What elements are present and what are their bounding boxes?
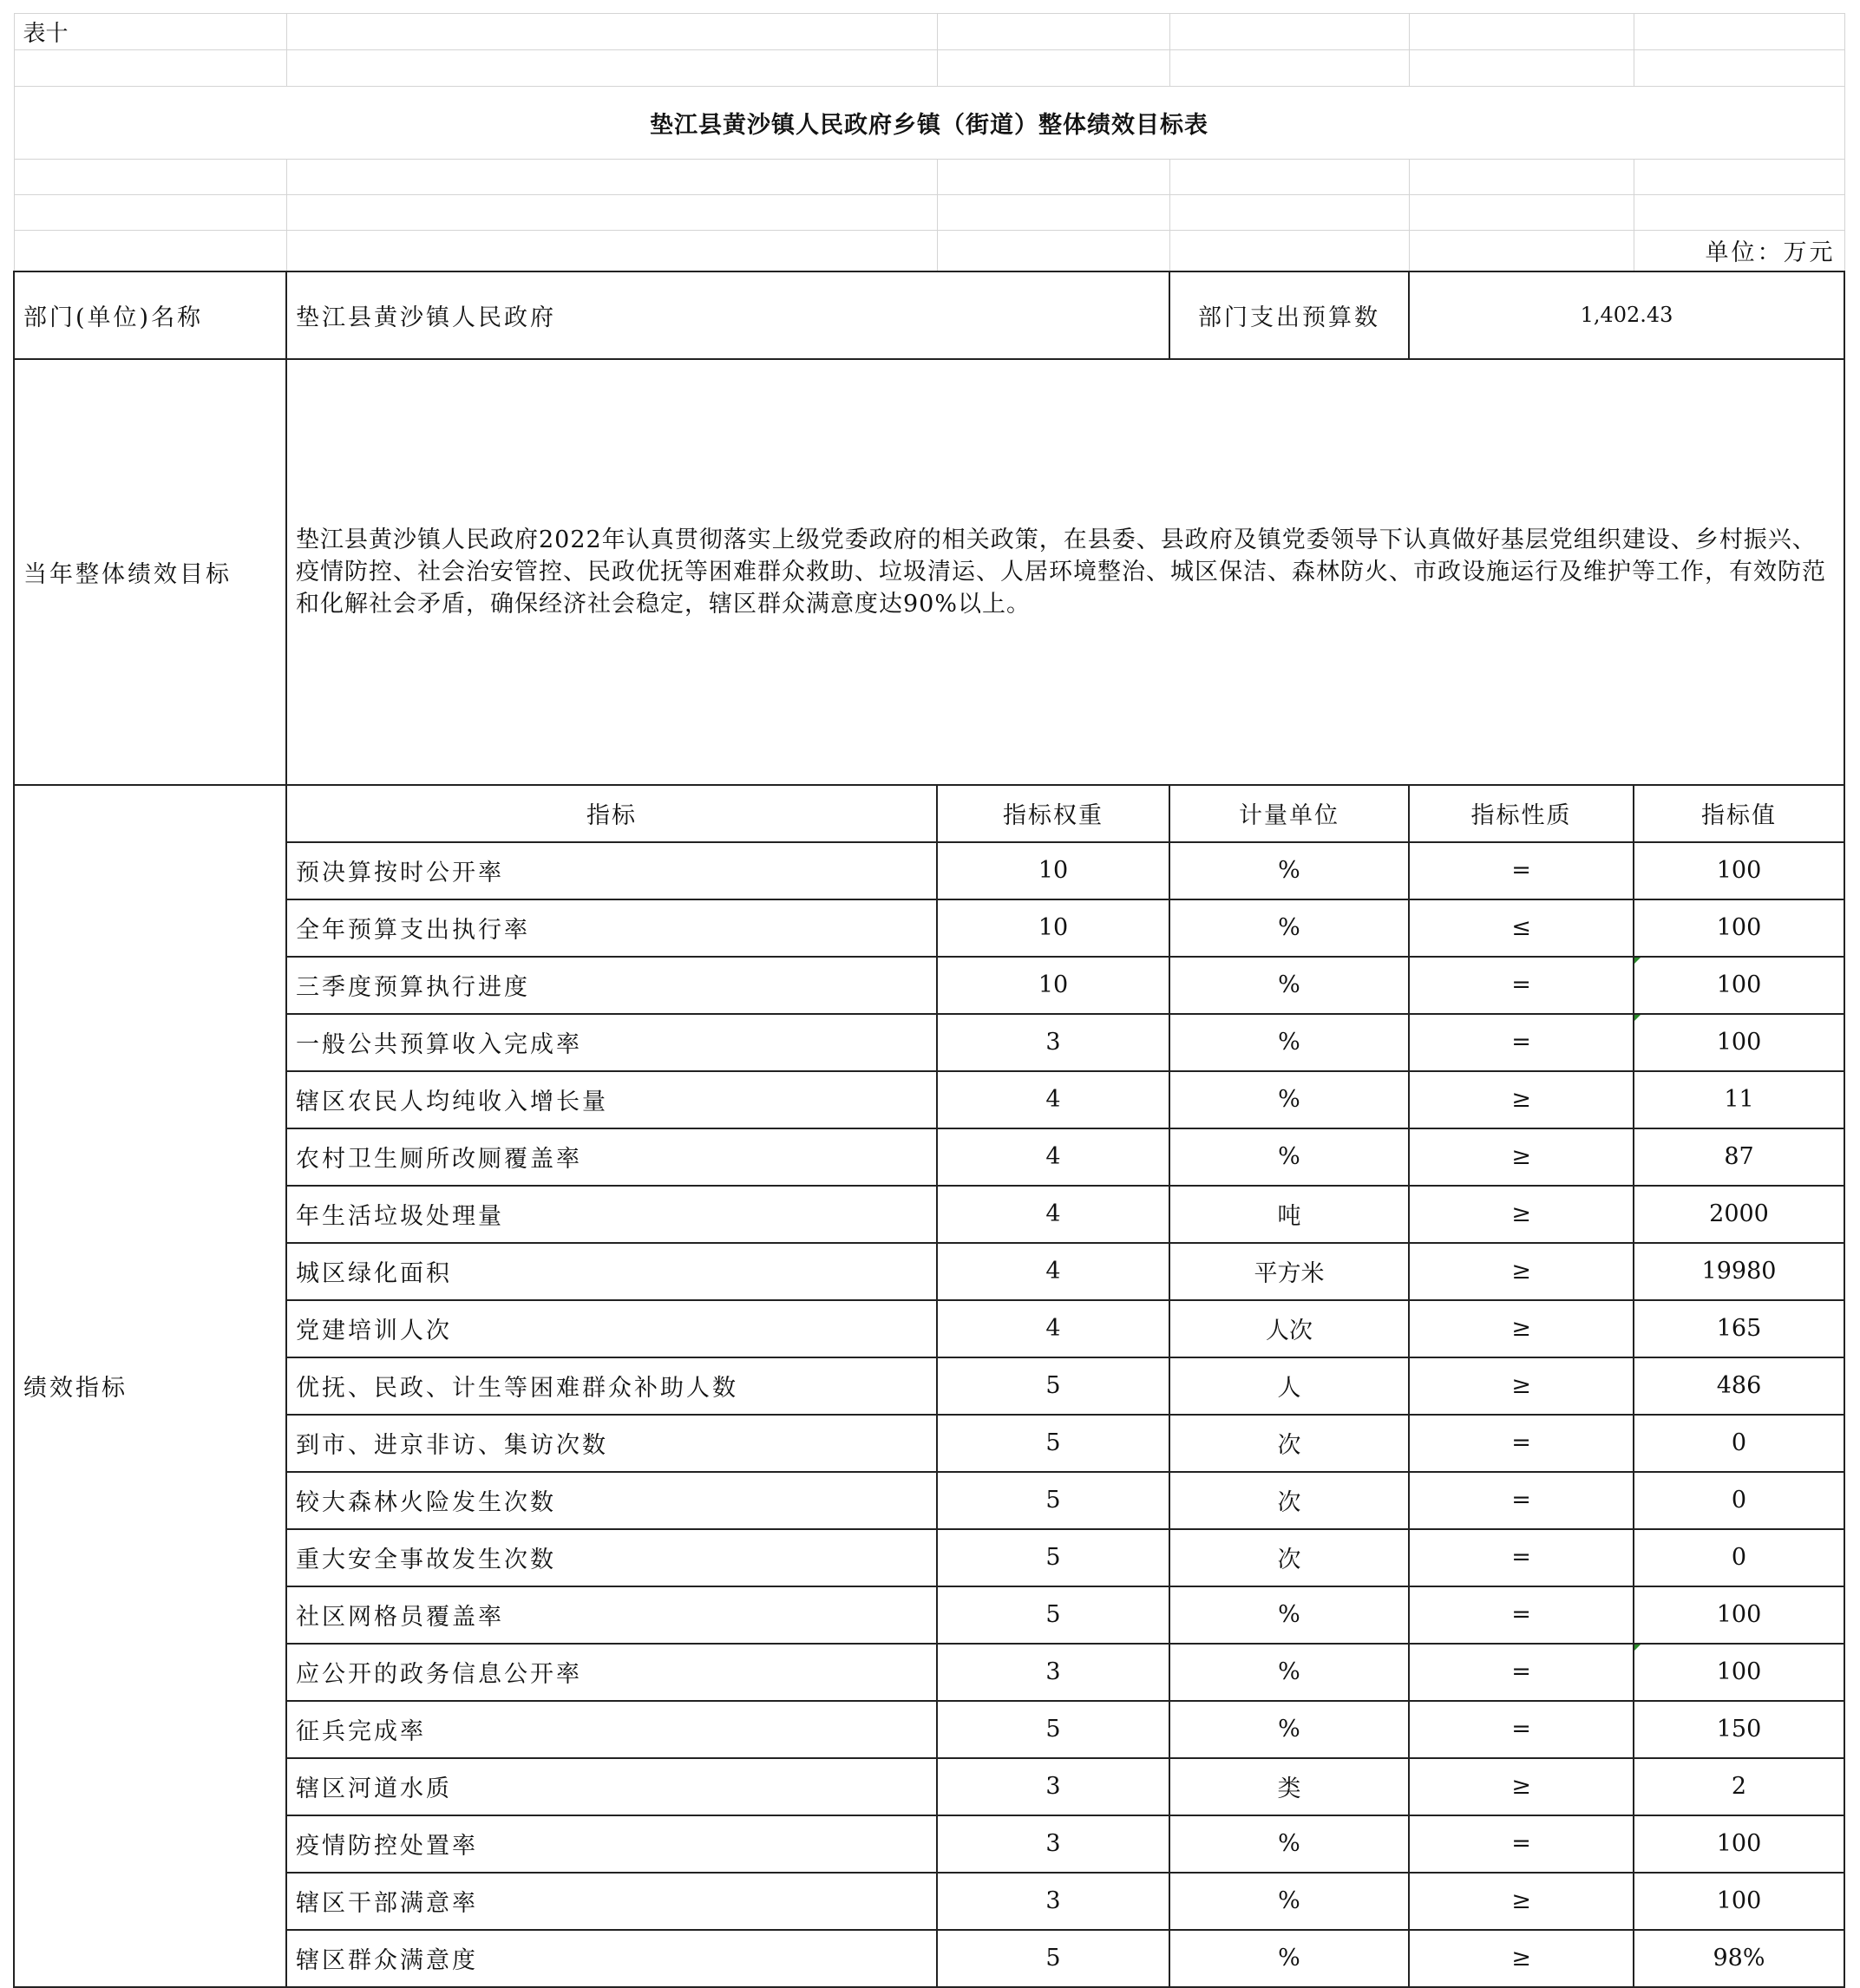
unit-note: 单位：万元 <box>1634 231 1844 271</box>
annual-goal-label: 当年整体绩效目标 <box>14 359 286 785</box>
indicator-row <box>14 1186 1844 1243</box>
indicator-value: 11 <box>1634 1071 1844 1128</box>
indicator-weight: 3 <box>937 1644 1169 1701</box>
indicator-nature: ≥ <box>1409 1186 1634 1243</box>
indicator-row <box>14 1415 1844 1472</box>
indicator-weight: 5 <box>937 1472 1169 1529</box>
indicator-name: 城区绿化面积 <box>286 1243 937 1300</box>
indicator-nature: = <box>1409 842 1634 899</box>
header-weight: 指标权重 <box>937 785 1169 842</box>
indicator-value: 100 <box>1634 1014 1844 1071</box>
indicator-nature: ≤ <box>1409 899 1634 957</box>
indicator-row <box>14 957 1844 1014</box>
indicator-name: 应公开的政务信息公开率 <box>286 1644 937 1701</box>
performance-indicators-label: 绩效指标 <box>14 785 286 1987</box>
annual-goal-text: 垫江县黄沙镇人民政府2022年认真贯彻落实上级党委政府的相关政策，在县委、县政府及镇党委领导下认真做好基层党组织建设、乡村振兴、疫情防控、社会治安管控、民政优抚等困难群众救助、垃圾清运、人居环境整治、城区保洁、森林防火、市政设施运行及维护等工作，有效防范和化解社会矛盾，确保经济社会稳定，辖区群众满意度达90%以上。 <box>286 359 1844 785</box>
dept-name-label: 部门(单位)名称 <box>14 271 286 359</box>
header-value: 指标值 <box>1634 785 1844 842</box>
indicator-weight: 3 <box>937 1815 1169 1873</box>
indicator-weight: 10 <box>937 842 1169 899</box>
indicator-name: 社区网格员覆盖率 <box>286 1586 937 1644</box>
indicator-name: 一般公共预算收入完成率 <box>286 1014 937 1071</box>
indicator-value: 0 <box>1634 1529 1844 1586</box>
indicator-unit: % <box>1169 1071 1409 1128</box>
dept-name-value: 垫江县黄沙镇人民政府 <box>286 271 1169 359</box>
indicator-row <box>14 1357 1844 1415</box>
indicator-weight: 4 <box>937 1243 1169 1300</box>
indicator-name: 较大森林火险发生次数 <box>286 1472 937 1529</box>
indicator-weight: 5 <box>937 1701 1169 1758</box>
indicator-row <box>14 1529 1844 1586</box>
indicator-unit: % <box>1169 899 1409 957</box>
indicator-weight: 3 <box>937 1014 1169 1071</box>
indicator-unit: 次 <box>1169 1415 1409 1472</box>
indicator-row <box>14 1014 1844 1071</box>
indicator-unit: % <box>1169 1014 1409 1071</box>
indicator-unit: % <box>1169 957 1409 1014</box>
indicator-unit: 类 <box>1169 1758 1409 1815</box>
indicator-weight: 5 <box>937 1586 1169 1644</box>
indicator-name: 到市、进京非访、集访次数 <box>286 1415 937 1472</box>
indicator-value: 0 <box>1634 1415 1844 1472</box>
performance-target-sheet <box>13 13 1845 1988</box>
header-nature: 指标性质 <box>1409 785 1634 842</box>
indicator-name: 全年预算支出执行率 <box>286 899 937 957</box>
indicator-name: 征兵完成率 <box>286 1701 937 1758</box>
indicator-unit: 次 <box>1169 1472 1409 1529</box>
indicator-value: 100 <box>1634 842 1844 899</box>
header-unit: 计量单位 <box>1169 785 1409 842</box>
indicator-row <box>14 1758 1844 1815</box>
indicator-name: 辖区河道水质 <box>286 1758 937 1815</box>
indicator-name: 三季度预算执行进度 <box>286 957 937 1014</box>
indicator-unit: 人 <box>1169 1357 1409 1415</box>
indicator-row <box>14 899 1844 957</box>
indicator-row <box>14 1243 1844 1300</box>
indicator-weight: 5 <box>937 1357 1169 1415</box>
indicator-nature: ≥ <box>1409 1758 1634 1815</box>
indicator-nature: ≥ <box>1409 1357 1634 1415</box>
indicator-value: 100 <box>1634 899 1844 957</box>
indicator-value: 165 <box>1634 1300 1844 1357</box>
indicator-unit: 人次 <box>1169 1300 1409 1357</box>
indicator-nature: ≥ <box>1409 1071 1634 1128</box>
indicator-unit: % <box>1169 1701 1409 1758</box>
indicator-value: 87 <box>1634 1128 1844 1186</box>
indicator-weight: 4 <box>937 1186 1169 1243</box>
indicator-value: 2 <box>1634 1758 1844 1815</box>
indicator-weight: 4 <box>937 1128 1169 1186</box>
indicator-unit: % <box>1169 842 1409 899</box>
indicator-unit: % <box>1169 1644 1409 1701</box>
indicator-nature: = <box>1409 1529 1634 1586</box>
budget-label: 部门支出预算数 <box>1169 271 1409 359</box>
indicator-nature: = <box>1409 1644 1634 1701</box>
indicator-name: 辖区干部满意率 <box>286 1873 937 1930</box>
indicator-value: 2000 <box>1634 1186 1844 1243</box>
indicator-weight: 5 <box>937 1930 1169 1987</box>
indicator-unit: % <box>1169 1815 1409 1873</box>
indicator-row <box>14 1472 1844 1529</box>
indicator-name: 年生活垃圾处理量 <box>286 1186 937 1243</box>
table-number-label: 表十 <box>14 14 286 50</box>
indicator-value: 100 <box>1634 957 1844 1014</box>
indicator-row <box>14 1071 1844 1128</box>
indicator-name: 预决算按时公开率 <box>286 842 937 899</box>
indicator-row <box>14 1300 1844 1357</box>
indicator-unit: 吨 <box>1169 1186 1409 1243</box>
indicator-value: 100 <box>1634 1644 1844 1701</box>
indicator-nature: = <box>1409 1701 1634 1758</box>
budget-value: 1,402.43 <box>1409 271 1844 359</box>
indicator-row <box>14 1930 1844 1987</box>
indicator-weight: 3 <box>937 1758 1169 1815</box>
indicator-row <box>14 1873 1844 1930</box>
indicator-row <box>14 1128 1844 1186</box>
indicator-nature: = <box>1409 1014 1634 1071</box>
indicator-row <box>14 1815 1844 1873</box>
indicator-value: 100 <box>1634 1873 1844 1930</box>
indicator-nature: = <box>1409 957 1634 1014</box>
indicator-row <box>14 1644 1844 1701</box>
indicator-weight: 5 <box>937 1415 1169 1472</box>
indicator-name: 优抚、民政、计生等困难群众补助人数 <box>286 1357 937 1415</box>
indicator-name: 辖区农民人均纯收入增长量 <box>286 1071 937 1128</box>
indicator-weight: 5 <box>937 1529 1169 1586</box>
indicator-unit: % <box>1169 1930 1409 1987</box>
indicator-name: 辖区群众满意度 <box>286 1930 937 1987</box>
indicator-nature: = <box>1409 1472 1634 1529</box>
indicator-row <box>14 1701 1844 1758</box>
indicator-name: 重大安全事故发生次数 <box>286 1529 937 1586</box>
indicator-unit: % <box>1169 1586 1409 1644</box>
indicator-row <box>14 842 1844 899</box>
indicator-nature: = <box>1409 1415 1634 1472</box>
indicator-nature: ≥ <box>1409 1243 1634 1300</box>
indicator-name: 疫情防控处置率 <box>286 1815 937 1873</box>
indicator-weight: 10 <box>937 957 1169 1014</box>
indicator-weight: 4 <box>937 1300 1169 1357</box>
indicator-name: 农村卫生厕所改厕覆盖率 <box>286 1128 937 1186</box>
header-indicator: 指标 <box>286 785 937 842</box>
indicator-nature: ≥ <box>1409 1300 1634 1357</box>
indicator-nature: ≥ <box>1409 1873 1634 1930</box>
indicator-nature: = <box>1409 1815 1634 1873</box>
indicator-value: 100 <box>1634 1815 1844 1873</box>
indicator-unit: 次 <box>1169 1529 1409 1586</box>
indicator-weight: 10 <box>937 899 1169 957</box>
indicator-value: 98% <box>1634 1930 1844 1987</box>
sheet-title: 垫江县黄沙镇人民政府乡镇（街道）整体绩效目标表 <box>14 87 1844 160</box>
indicator-row <box>14 1586 1844 1644</box>
indicator-weight: 3 <box>937 1873 1169 1930</box>
indicator-value: 486 <box>1634 1357 1844 1415</box>
indicator-name: 党建培训人次 <box>286 1300 937 1357</box>
indicator-unit: 平方米 <box>1169 1243 1409 1300</box>
indicator-value: 19980 <box>1634 1243 1844 1300</box>
indicator-nature: ≥ <box>1409 1930 1634 1987</box>
indicator-unit: % <box>1169 1128 1409 1186</box>
indicator-weight: 4 <box>937 1071 1169 1128</box>
indicator-value: 100 <box>1634 1586 1844 1644</box>
indicator-value: 0 <box>1634 1472 1844 1529</box>
indicator-nature: = <box>1409 1586 1634 1644</box>
indicator-nature: ≥ <box>1409 1128 1634 1186</box>
indicator-unit: % <box>1169 1873 1409 1930</box>
indicator-value: 150 <box>1634 1701 1844 1758</box>
